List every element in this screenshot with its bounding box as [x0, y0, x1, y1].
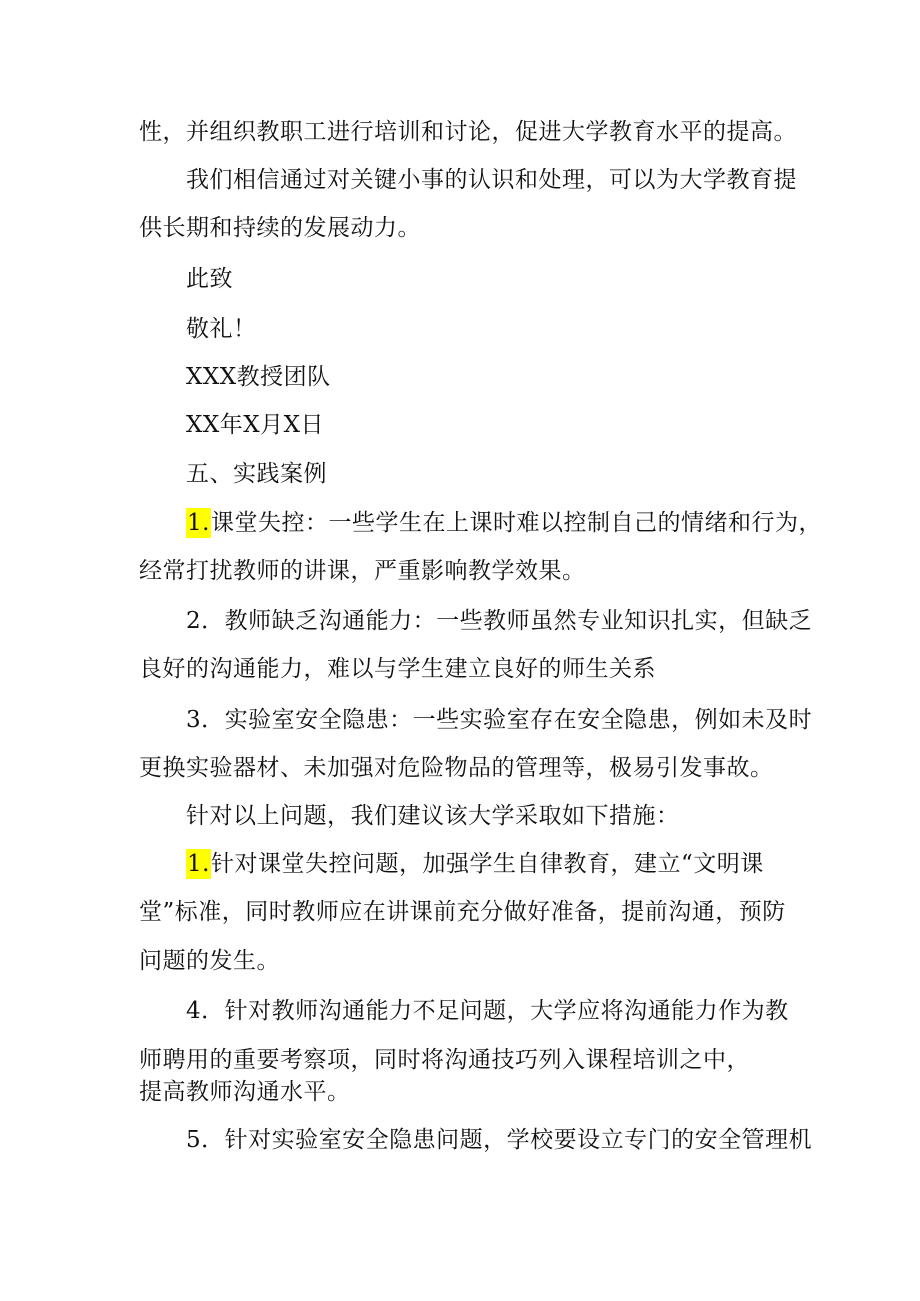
- paragraph-line: 提高教师沟通水平。: [139, 1079, 351, 1105]
- highlighted-marker: 1.: [187, 510, 210, 536]
- paragraph-line: 性，并组织教职工进行培训和讨论，促进大学教育水平的提高。: [139, 119, 797, 145]
- paragraph-line: 针对以上问题，我们建议该大学采取如下措施：: [186, 803, 680, 829]
- list-item: 4．针对教师沟通能力不足问题，大学应将沟通能力作为教: [186, 998, 789, 1024]
- list-item: [186, 849, 764, 879]
- closing-regards: 敬礼！: [186, 316, 257, 342]
- list-item-text: 针对课堂失控问题，加强学生自律教育，建立“文明课: [210, 851, 764, 877]
- paragraph-line: 良好的沟通能力，难以与学生建立良好的师生关系: [139, 656, 656, 682]
- section-heading: 五、实践案例: [186, 461, 327, 487]
- paragraph-line: 供长期和持续的发展动力。: [139, 215, 421, 241]
- list-item: [186, 508, 822, 538]
- paragraph-line: 师聘用的重要考察项，同时将沟通技巧列入课程培训之中，: [139, 1047, 750, 1073]
- signature-team: XXX教授团队: [186, 364, 331, 390]
- paragraph-line: 问题的发生。: [139, 948, 280, 974]
- list-item-text: 课堂失控：一些学生在上课时难以控制自己的情绪和行为，: [210, 510, 822, 536]
- paragraph-line: 更换实验器材、未加强对危险物品的管理等，极易引发事故。: [139, 755, 774, 781]
- highlighted-marker: 1.: [187, 851, 210, 877]
- closing-salutation: 此致: [186, 266, 233, 292]
- paragraph-line: 我们相信通过对关键小事的认识和处理，可以为大学教育提: [186, 167, 797, 193]
- list-item: 2．教师缺乏沟通能力：一些教师虽然专业知识扎实，但缺乏: [186, 608, 813, 634]
- signature-date: XX年X月X日: [186, 412, 324, 438]
- list-item: 5．针对实验室安全隐患问题，学校要设立专门的安全管理机: [186, 1127, 813, 1153]
- paragraph-line: 经常打扰教师的讲课，严重影响教学效果。: [139, 558, 586, 584]
- list-item: 3．实验室安全隐患：一些实验室存在安全隐患，例如未及时: [186, 707, 813, 733]
- paragraph-line: 堂”标准，同时教师应在讲课前充分做好准备，提前沟通，预防: [139, 899, 786, 925]
